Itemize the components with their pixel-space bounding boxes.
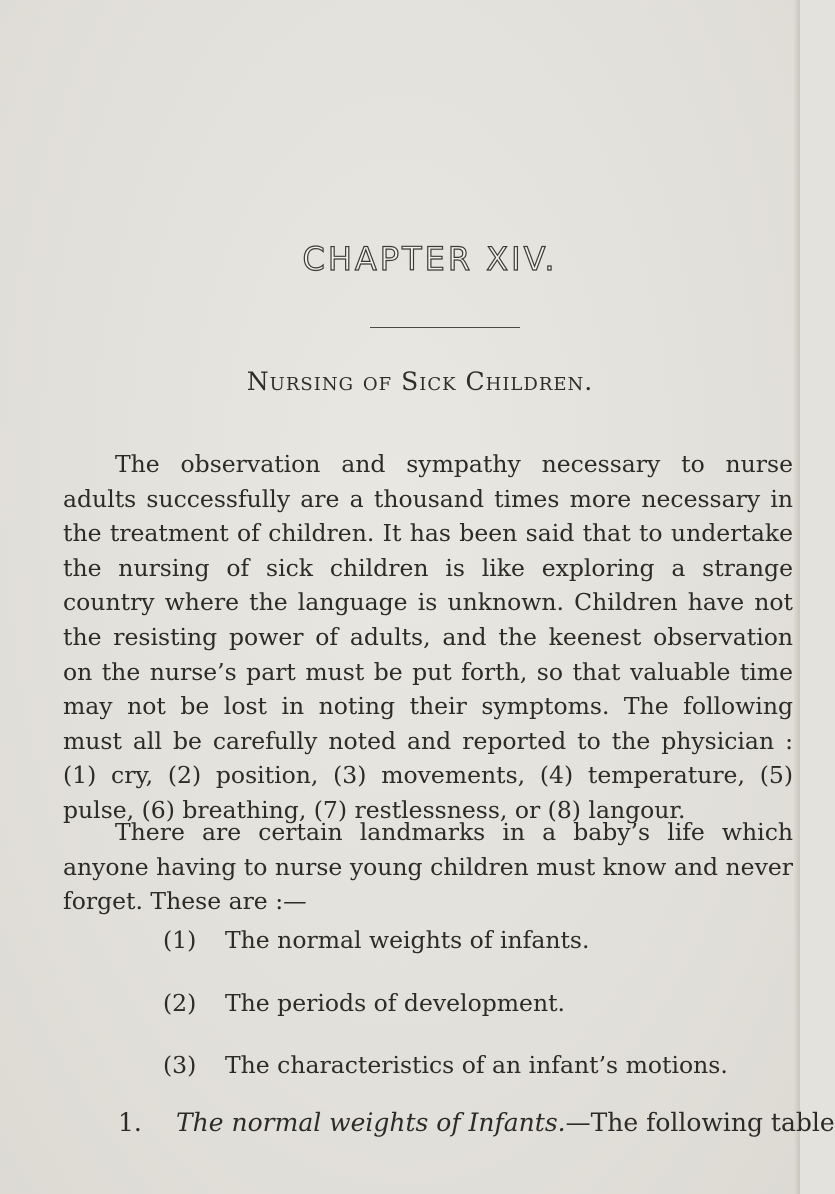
chapter-title: Nursing of Sick Children. xyxy=(246,367,594,396)
list-item xyxy=(163,1050,728,1080)
list-item xyxy=(163,988,565,1018)
list-item-number: (1) xyxy=(163,926,197,954)
section-heading xyxy=(118,1108,835,1137)
section-text: —The following table xyxy=(565,1108,835,1137)
list-item-text: The periods of development. xyxy=(225,989,566,1017)
section-title: The normal weights of Infants. xyxy=(176,1108,566,1137)
paragraph-landmarks xyxy=(63,815,793,919)
paragraph-text: There are certain landmarks in a baby’s life which anyone having to nurse young children must know and never forget. These are :— xyxy=(63,818,793,916)
section-number: 1. xyxy=(118,1108,142,1137)
paragraph-observation xyxy=(63,447,793,828)
list-item xyxy=(163,925,589,955)
page-edge xyxy=(794,0,800,1194)
chapter-heading: CHAPTER XIV. xyxy=(302,240,558,278)
paragraph-text: The observation and sympathy necessary to nurse adults successfully are a thousand times more necessary in the treatment of children. It has been said that to undertake the nursing of sick children is like exploring a strange country where the language is unknown. Children have not the resisting power of adults, and the keenest observation on the nurse’s part must be put forth, so that valuable time may not be lost in noting their symptoms. The following must all be carefully noted and reported to the physician : (1) cry, (2) position, (3) movements, (4) temperature, (5) pulse, (6) breathing, (7) restlessness, or (8) langour. xyxy=(63,450,793,824)
list-item-text: The normal weights of infants. xyxy=(225,926,590,954)
list-item-text: The characteristics of an infant’s motions. xyxy=(225,1051,728,1079)
heading-rule xyxy=(370,327,520,328)
list-item-number: (2) xyxy=(163,989,197,1017)
list-item-number: (3) xyxy=(163,1051,197,1079)
